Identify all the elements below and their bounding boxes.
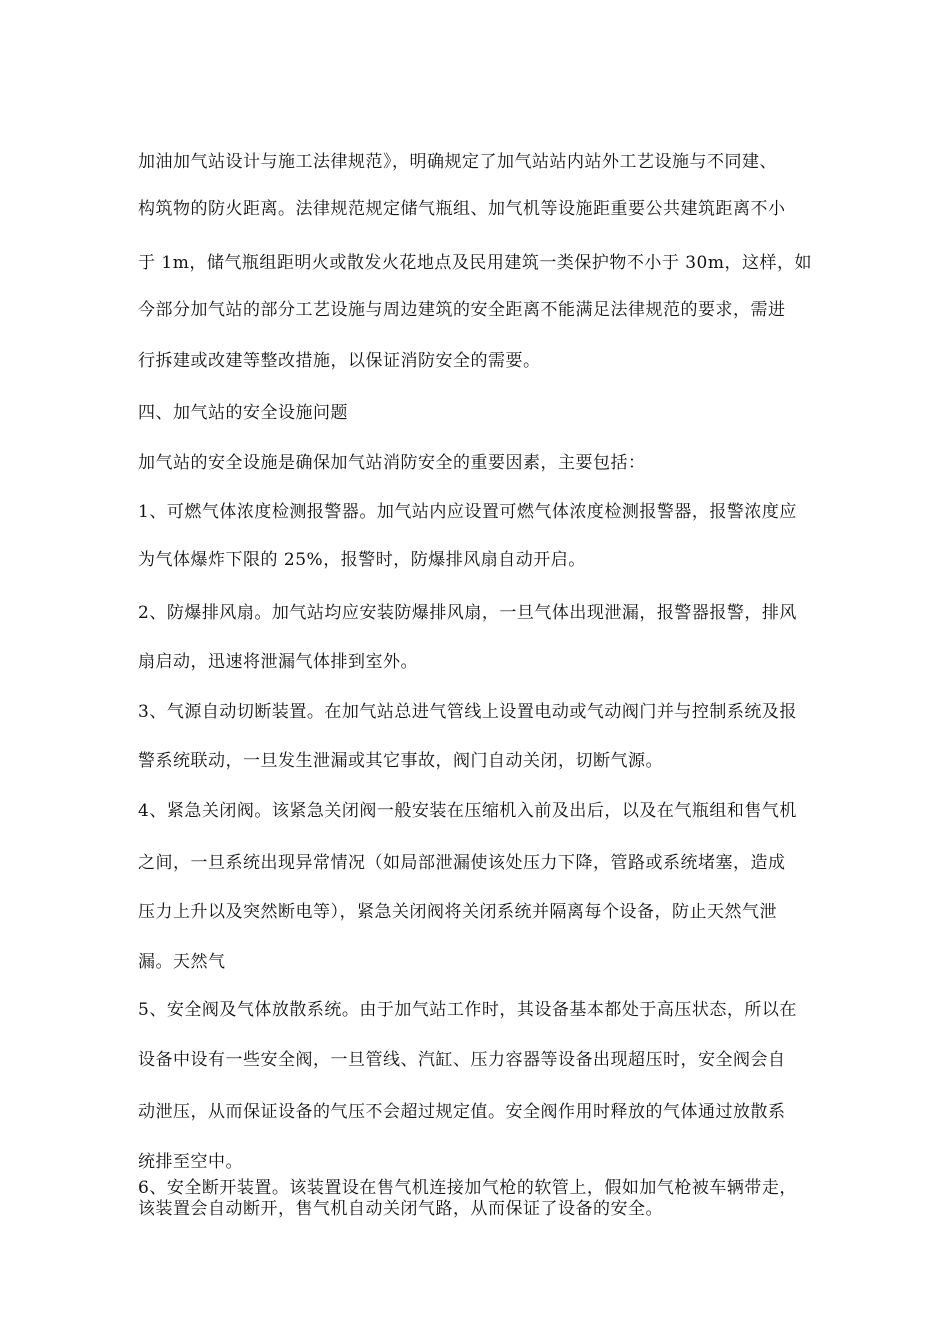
- list-item-5-line: 设备中设有一些安全阀，一旦管线、汽缸、压力容器等设备出现超压时，安全阀会自: [138, 1050, 786, 1070]
- list-item-5-line: 统排至空中。: [138, 1152, 243, 1172]
- list-item-5-line: 动泄压，从而保证设备的气压不会超过规定值。安全阀作用时释放的气体通过放散系: [138, 1102, 786, 1122]
- text-line: 行拆建或改建等整改措施，以保证消防安全的需要。: [138, 351, 541, 371]
- list-item-6-line: 该装置会自动断开，售气机自动关闭气路，从而保证了设备的安全。: [138, 1199, 663, 1219]
- list-item-6-line: 6、安全断开装置。该装置设在售气机连接加气枪的软管上，假如加气枪被车辆带走，: [138, 1178, 797, 1198]
- list-item-5-line: 5、安全阀及气体放散系统。由于加气站工作时，其设备基本都处于高压状态，所以在: [138, 1000, 797, 1020]
- list-item-4-line: 漏。天然气: [138, 952, 226, 972]
- list-item-4-line: 4、紧急关闭阀。该紧急关闭阀一般安装在压缩机入前及出后，以及在气瓶组和售气机: [138, 801, 797, 821]
- list-item-2-line: 2、防爆排风扇。加气站均应安装防爆排风扇，一旦气体出现泄漏，报警器报警，排风: [138, 603, 797, 623]
- list-item-2-line: 扇启动，迅速将泄漏气体排到室外。: [138, 652, 418, 672]
- list-item-1-line: 1、可燃气体浓度检测报警器。加气站内应设置可燃气体浓度检测报警器，报警浓度应: [138, 502, 797, 522]
- list-item-3-line: 警系统联动，一旦发生泄漏或其它事故，阀门自动关闭，切断气源。: [138, 751, 663, 771]
- section-heading: 四、加气站的安全设施问题: [138, 403, 348, 423]
- list-item-1-line: 为气体爆炸下限的 25%，报警时，防爆排风扇自动开启。: [138, 550, 586, 570]
- list-item-4-line: 压力上升以及突然断电等），紧急关闭阀将关闭系统并隔离每个设备，防止天然气泄: [138, 902, 777, 922]
- text-line: 于 1m，储气瓶组距明火或散发火花地点及民用建筑一类保护物不小于 30m，这样，如: [138, 253, 812, 273]
- list-item-3-line: 3、气源自动切断装置。在加气站总进气管线上设置电动或气动阀门并与控制系统及报: [138, 702, 797, 722]
- text-line: 构筑物的防火距离。法律规范规定储气瓶组、加气机等设施距重要公共建筑距离不小: [138, 199, 786, 219]
- text-line: 加气站的安全设施是确保加气站消防安全的重要因素，主要包括：: [138, 453, 646, 473]
- text-line: 今部分加气站的部分工艺设施与周边建筑的安全距离不能满足法律规范的要求，需进: [138, 300, 786, 320]
- list-item-4-line: 之间，一旦系统出现异常情况（如局部泄漏使该处压力下降，管路或系统堵塞，造成: [138, 853, 786, 873]
- text-line: 加油加气站设计与施工法律规范》，明确规定了加气站站内站外工艺设施与不同建、: [138, 152, 777, 172]
